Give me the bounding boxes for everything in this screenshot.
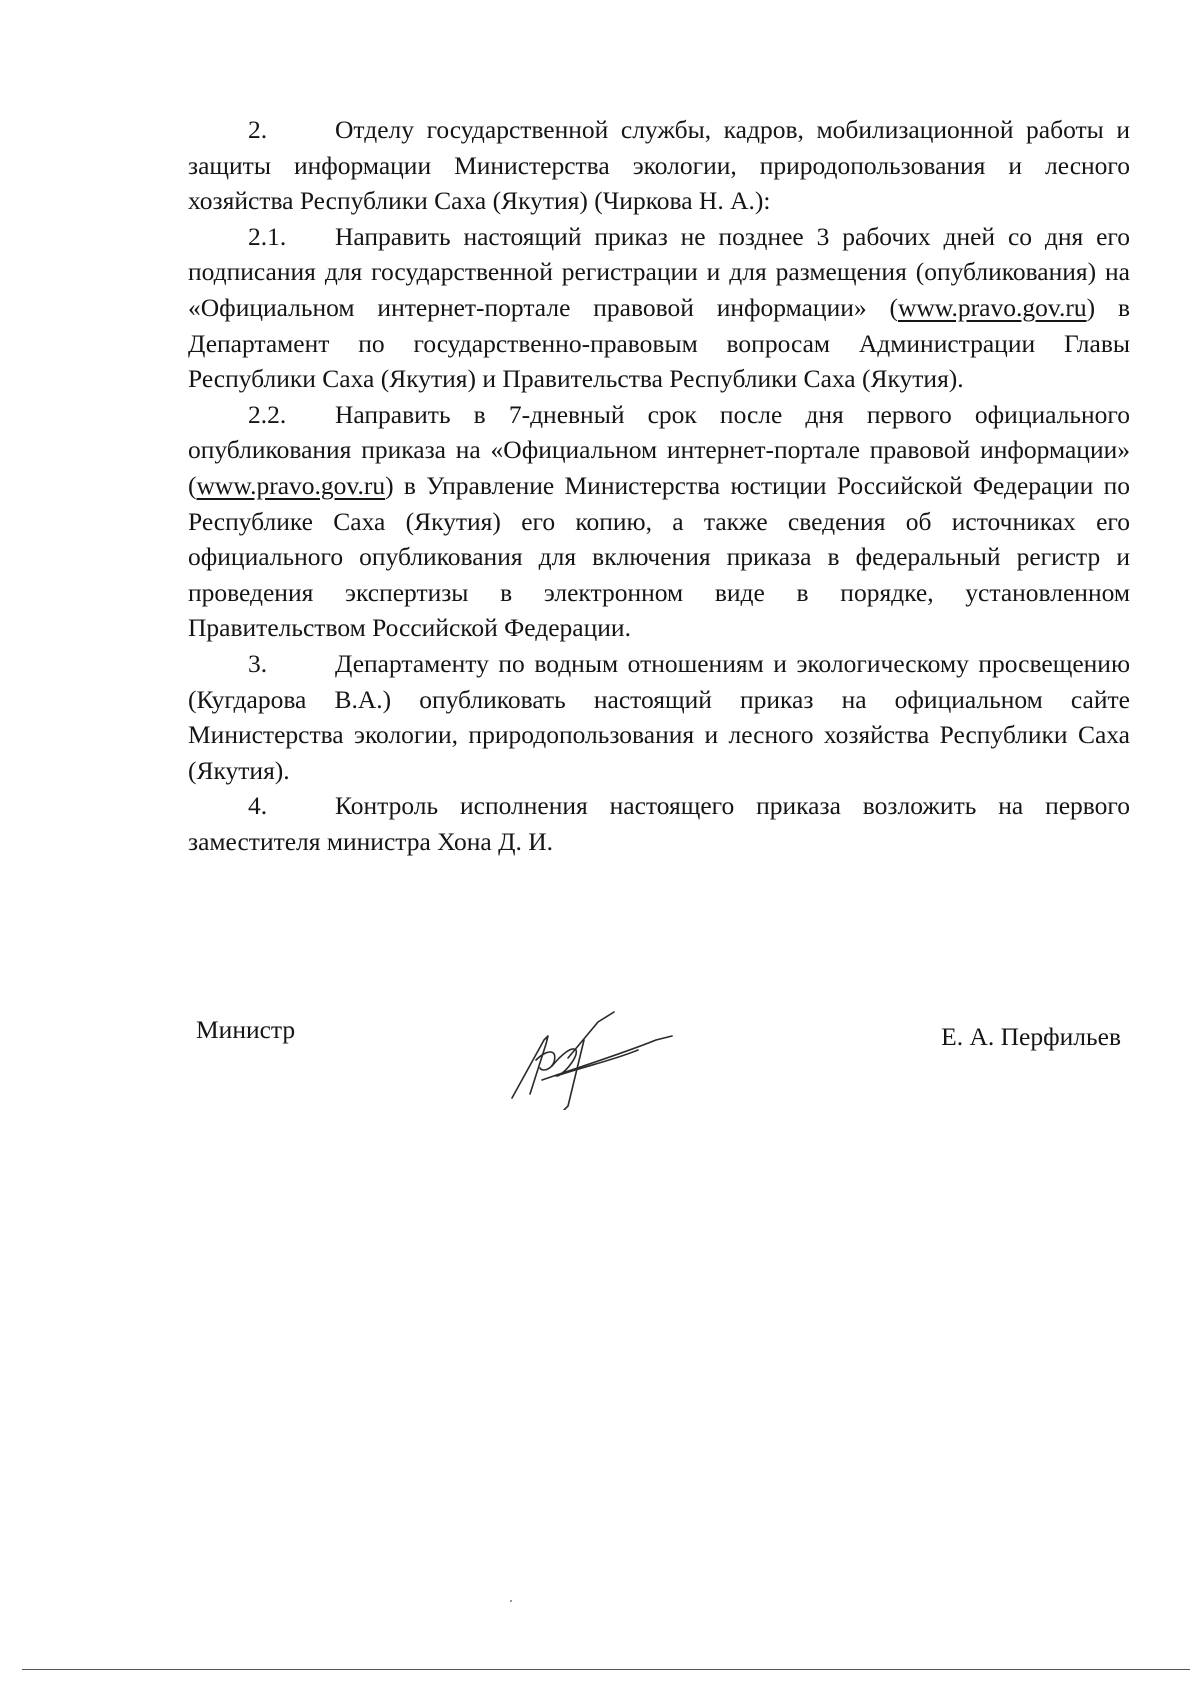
paragraph-3: [188, 646, 1130, 788]
paragraph-text: Отделу государственной службы, кадров, мобилизационной работы и защиты информации Министерства экологии, природопользования и лесного хозяйства Республики Саха (Якутия) (Чиркова Н. А.):: [188, 115, 1130, 216]
paragraph-2-1: [188, 219, 1130, 397]
paragraph-text-continued: ) в Департамент по государственно-правовым вопросам Администрации Главы Республики Саха (Якутия) и Правительства Республики Саха (Якутия).: [188, 292, 1130, 394]
paragraph-text-continued: ) в Управление Министерства юстиции Российской Федерации по Республике Саха (Якутия) его копию, а также сведения об источниках его официального опубликования для включения приказа в федеральный регистр и проведения экспертизы в электронном виде в порядке, установленном Правительством Российской Федерации.: [188, 470, 1130, 643]
paragraph-text: Департаменту по водным отношениям и экологическому просвещению (Кугдарова В.А.) опубликовать настоящий приказ на официальном сайте Министерства экологии, природопользования и лесного хозяйства Республики Саха (Якутия).: [188, 648, 1130, 785]
pravo-gov-link[interactable]: www.pravo.gov.ru: [897, 292, 1087, 322]
paragraph-4: [188, 788, 1130, 859]
paragraph-2: [188, 112, 1130, 219]
paragraph-number: 4.: [248, 791, 268, 821]
signatory-name: Е. А. Перфильев: [941, 1022, 1121, 1051]
pravo-gov-link[interactable]: www.pravo.gov.ru: [196, 470, 386, 500]
document-body: [188, 112, 1130, 859]
paragraph-text: Направить настоящий приказ не позднее 3 рабочих дней со дня его подписания для государственной регистрации и для размещения (опубликования) на «Официальном интернет-портале правовой информации» (: [188, 221, 1130, 322]
signature-block: [196, 1010, 1121, 1130]
signatory-title: Министр: [196, 1015, 296, 1044]
paragraph-text: Контроль исполнения настоящего приказа возложить на первого заместителя министра Хона Д. И.: [188, 791, 1130, 856]
paragraph-number: 2.: [248, 115, 268, 144]
handwritten-signature: [506, 1010, 676, 1110]
paragraph-number: 2.2.: [248, 399, 287, 429]
paragraph-text: Направить в 7-дневный срок после дня первого официального опубликования приказа на «Официальном интернет-портале правовой информации» (: [188, 399, 1130, 500]
paragraph-2-2: [188, 397, 1130, 646]
scan-edge-line: [22, 1669, 1190, 1670]
scan-artifact: [510, 1600, 512, 1602]
paragraph-number: 2.1.: [248, 221, 287, 251]
paragraph-number: 3.: [248, 648, 268, 678]
